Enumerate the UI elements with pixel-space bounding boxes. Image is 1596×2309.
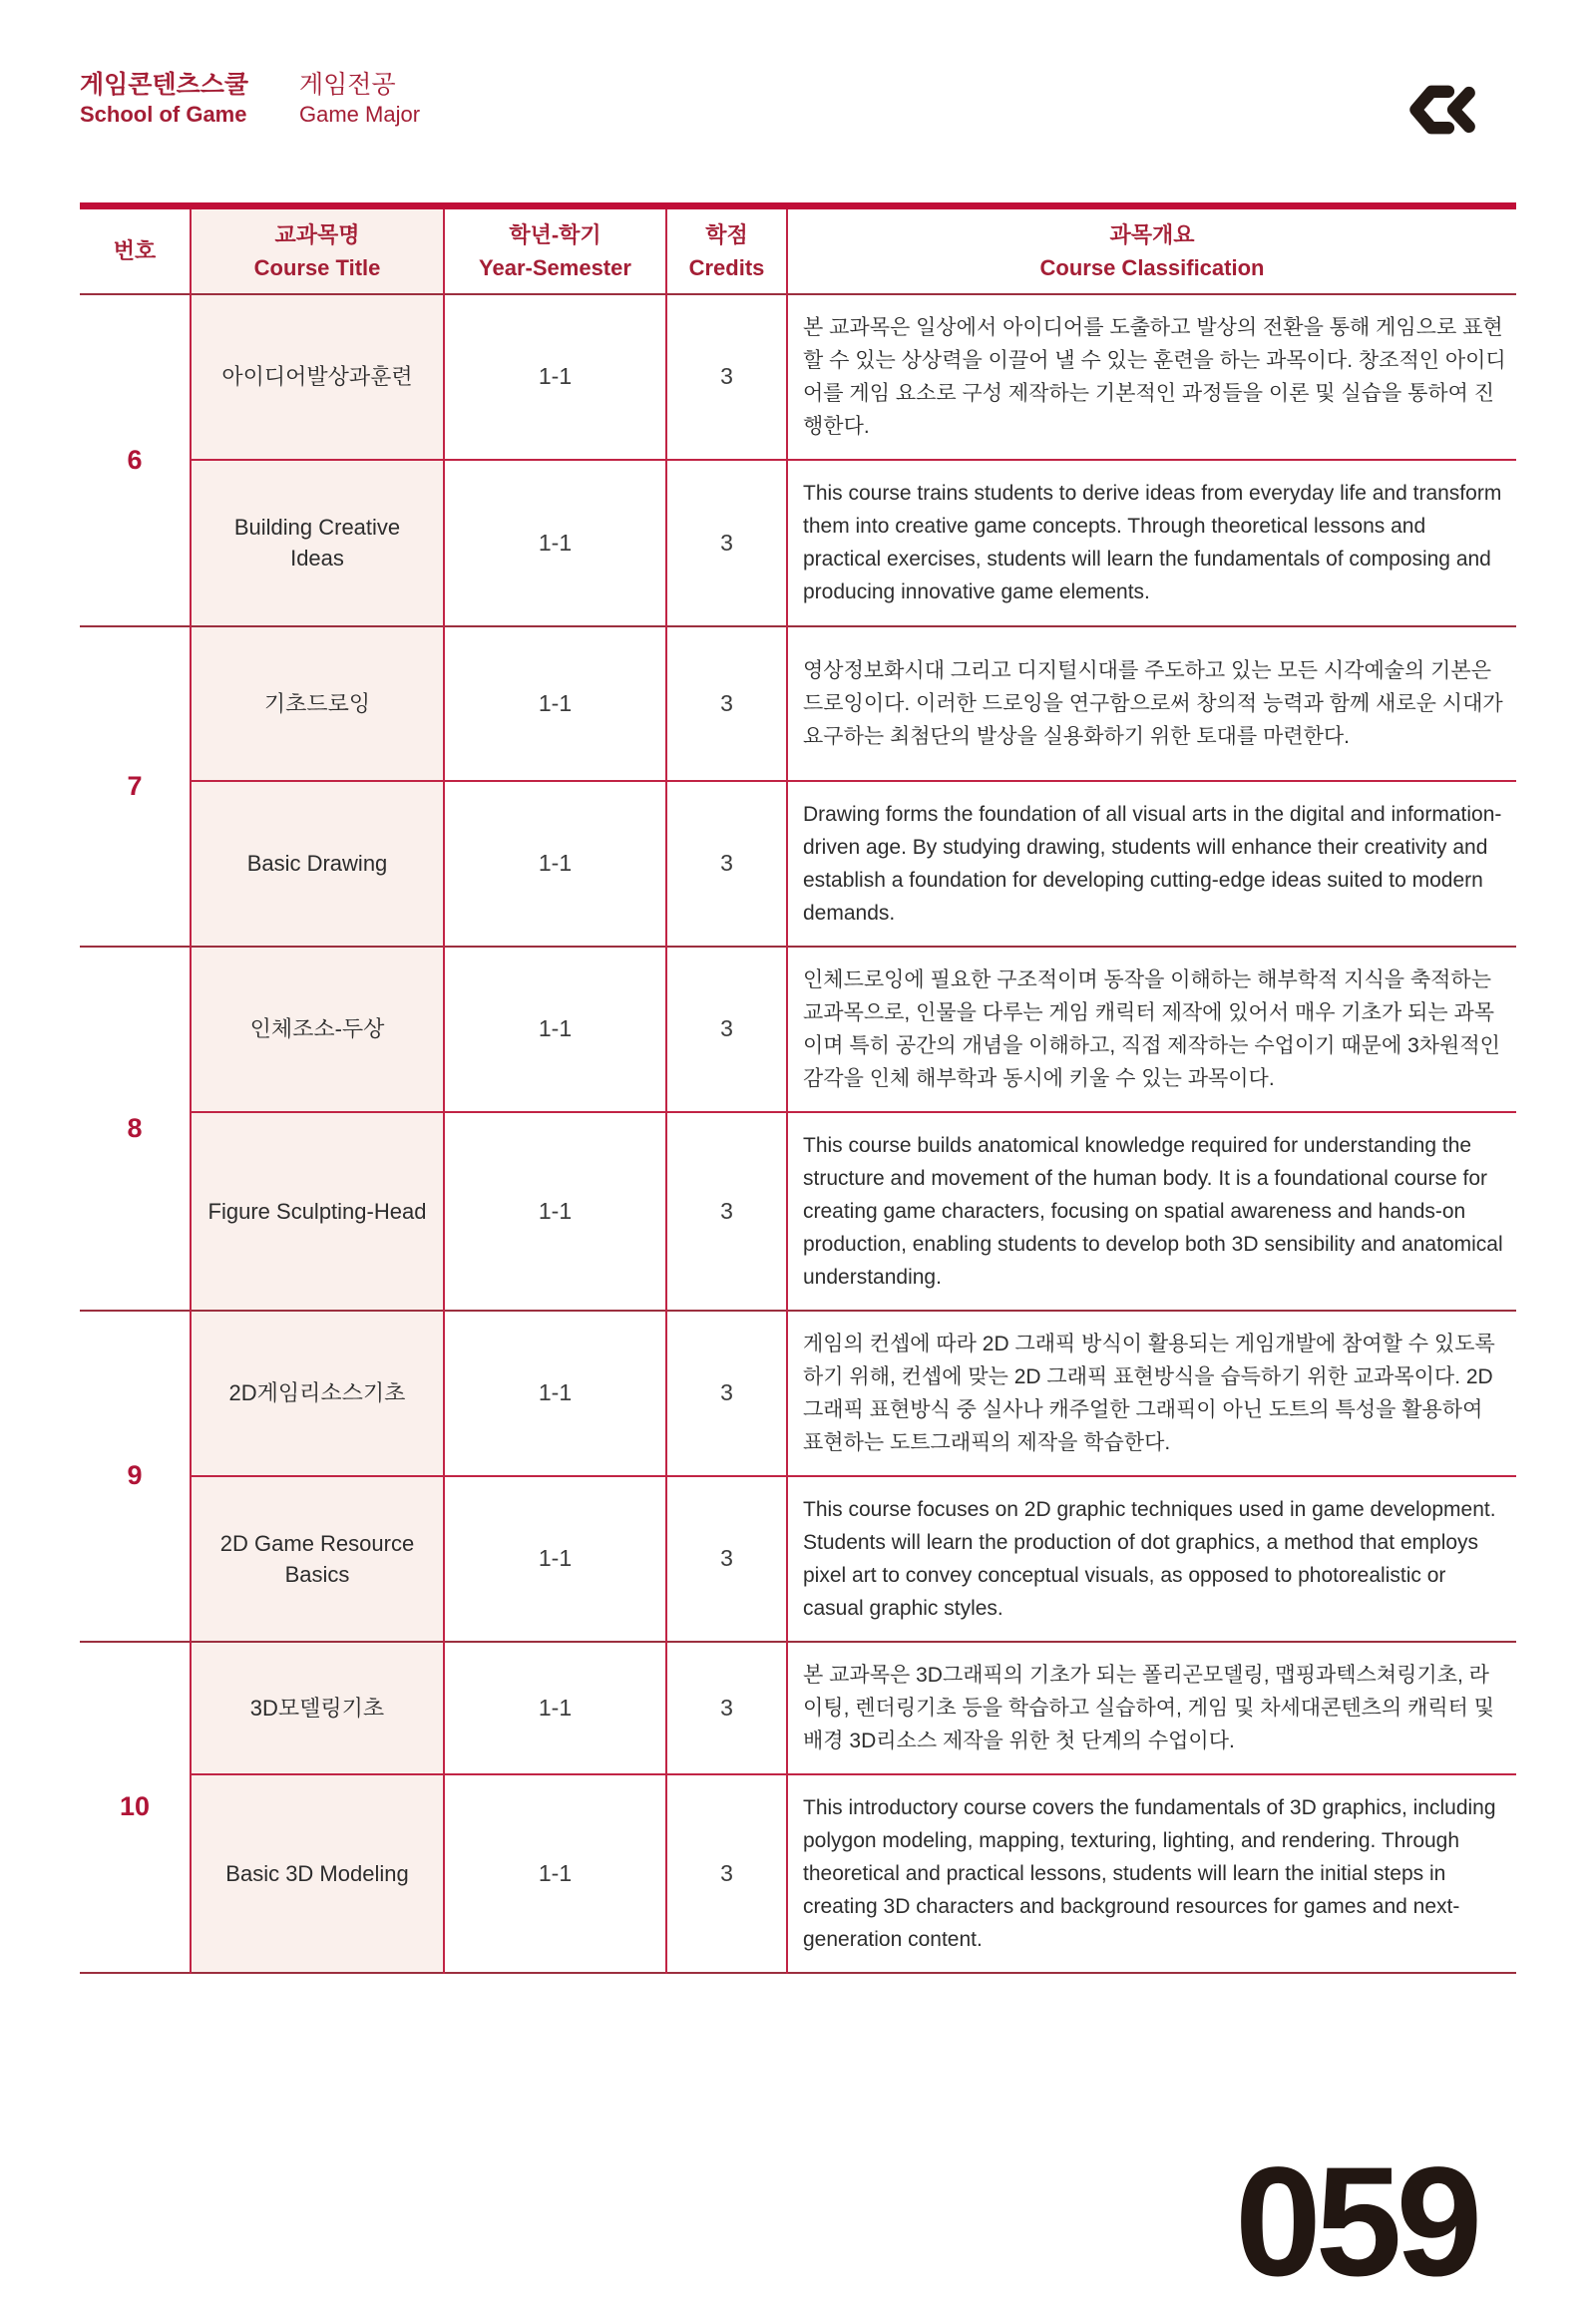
course-title-kr-cell: 기초드로잉 (191, 626, 444, 781)
table-row (80, 1774, 1516, 1973)
col-header-credits: 학점 Credits (666, 206, 787, 294)
semester-cell: 1-1 (444, 1642, 666, 1774)
page-number: 059 (1235, 2135, 1477, 2309)
course-title-en-cell: Basic 3D Modeling (191, 1774, 444, 1973)
description-en-cell: This course trains students to derive ideas from everyday life and transform them into creative game concepts. Through theoretical lessons and practical exercises, students will learn the fundamentals of composing and producing innovative game elements. (787, 460, 1516, 626)
course-title-kr-cell: 2D게임리소스기초 (191, 1311, 444, 1476)
col-header-overview: 과목개요 Course Classification (787, 206, 1516, 294)
course-title-en-cell: 2D Game Resource Basics (191, 1476, 444, 1642)
course-table (80, 202, 1516, 1974)
semester-cell: 1-1 (444, 1774, 666, 1973)
semester-cell: 1-1 (444, 1112, 666, 1311)
school-header (80, 70, 248, 129)
credits-cell: 3 (666, 947, 787, 1112)
major-header (299, 70, 420, 129)
description-kr-cell: 인체드로잉에 필요한 구조적이며 동작을 이해하는 해부학적 지식을 축적하는 교과목으로, 인물을 다루는 게임 캐릭터 제작에 있어서 매우 기초가 되는 과목이며 특히 공간의 개념을 이해하고, 직접 제작하는 수업이기 때문에 3차원적인 감각을 인체 해부학과 동시에 키울 수 있는 과목이다. (787, 947, 1516, 1112)
semester-cell: 1-1 (444, 294, 666, 460)
semester-cell: 1-1 (444, 1476, 666, 1642)
credits-cell: 3 (666, 781, 787, 947)
description-kr-cell: 본 교과목은 3D그래픽의 기초가 되는 폴리곤모델링, 맵핑과텍스쳐링기초, 라이팅, 렌더링기초 등을 학습하고 실습하여, 게임 및 차세대콘텐츠의 캐릭터 및 배경 3D리소스 제작을 위한 첫 단계의 수업이다. (787, 1642, 1516, 1774)
ck-logo-icon (1402, 84, 1486, 136)
credits-cell: 3 (666, 1112, 787, 1311)
table-row (80, 1112, 1516, 1311)
description-en-cell: This course focuses on 2D graphic techniques used in game development. Students will learn the production of dot graphics, a method that employs pixel art to convey conceptual visuals, as opposed to photorealistic or casual graphic styles. (787, 1476, 1516, 1642)
credits-cell: 3 (666, 626, 787, 781)
description-en-cell: Drawing forms the foundation of all visual arts in the digital and information-driven age. By studying drawing, students will enhance their creativity and establish a foundation for developing cutting-edge ideas suited to modern demands. (787, 781, 1516, 947)
col-header-year-semester: 학년-학기 Year-Semester (444, 206, 666, 294)
major-name-kr: 게임전공 (299, 71, 396, 99)
semester-cell: 1-1 (444, 947, 666, 1112)
row-number-cell: 9 (80, 1311, 191, 1642)
major-name-en: Game Major (299, 102, 421, 127)
col-header-no: 번호 (113, 238, 157, 264)
semester-cell: 1-1 (444, 1311, 666, 1476)
description-en-cell: This introductory course covers the fundamentals of 3D graphics, including polygon modeling, mapping, texturing, lighting, and rendering. Through theoretical and practical lessons, students will learn the initial steps in creating 3D characters and background resources for games and next-generation content. (787, 1774, 1516, 1973)
table-header-row (80, 206, 1516, 294)
table-row (80, 626, 1516, 781)
description-kr-cell: 게임의 컨셉에 따라 2D 그래픽 방식이 활용되는 게임개발에 참여할 수 있도록 하기 위해, 컨셉에 맞는 2D 그래픽 표현방식을 습득하기 위한 교과목이다. 2D 그래픽 표현방식 중 실사나 캐주얼한 그래픽이 아닌 도트의 특성을 활용하여 표현하는 도트그래픽의 제작을 학습한다. (787, 1311, 1516, 1476)
table-row (80, 1642, 1516, 1774)
school-name-kr: 게임콘텐츠스쿨 (80, 71, 249, 99)
semester-cell: 1-1 (444, 460, 666, 626)
credits-cell: 3 (666, 1311, 787, 1476)
course-title-en-cell: Building Creative Ideas (191, 460, 444, 626)
semester-cell: 1-1 (444, 781, 666, 947)
course-title-en-cell: Basic Drawing (191, 781, 444, 947)
table-row (80, 460, 1516, 626)
table-row (80, 781, 1516, 947)
school-name-en: School of Game (80, 102, 247, 127)
description-en-cell: This course builds anatomical knowledge required for understanding the structure and movement of the human body. It is a foundational course for creating game characters, focusing on spatial awareness and hands-on production, enabling students to develop both 3D sensibility and anatomical understanding. (787, 1112, 1516, 1311)
col-header-course-title: 교과목명 Course Title (191, 206, 444, 294)
semester-cell: 1-1 (444, 626, 666, 781)
credits-cell: 3 (666, 1774, 787, 1973)
course-title-en-cell: Figure Sculpting-Head (191, 1112, 444, 1311)
description-kr-cell: 본 교과목은 일상에서 아이디어를 도출하고 발상의 전환을 통해 게임으로 표현할 수 있는 상상력을 이끌어 낼 수 있는 훈련을 하는 과목이다. 창조적인 아이디어를 게임 요소로 구성 제작하는 기본적인 과정들을 이론 및 실습을 통하여 진행한다. (787, 294, 1516, 460)
table-row (80, 294, 1516, 460)
table-row (80, 947, 1516, 1112)
table-row (80, 1476, 1516, 1642)
row-number-cell: 10 (80, 1642, 191, 1973)
credits-cell: 3 (666, 460, 787, 626)
course-title-kr-cell: 인체조소-두상 (191, 947, 444, 1112)
row-number-cell: 7 (80, 626, 191, 947)
table-row (80, 1311, 1516, 1476)
course-title-kr-cell: 3D모델링기초 (191, 1642, 444, 1774)
credits-cell: 3 (666, 1476, 787, 1642)
row-number-cell: 6 (80, 294, 191, 626)
course-title-kr-cell: 아이디어발상과훈련 (191, 294, 444, 460)
description-kr-cell: 영상정보화시대 그리고 디지털시대를 주도하고 있는 모든 시각예술의 기본은 드로잉이다. 이러한 드로잉을 연구함으로써 창의적 능력과 함께 새로운 시대가 요구하는 최첨단의 발상을 실용화하기 위한 토대를 마련한다. (787, 626, 1516, 781)
credits-cell: 3 (666, 294, 787, 460)
credits-cell: 3 (666, 1642, 787, 1774)
row-number-cell: 8 (80, 947, 191, 1311)
